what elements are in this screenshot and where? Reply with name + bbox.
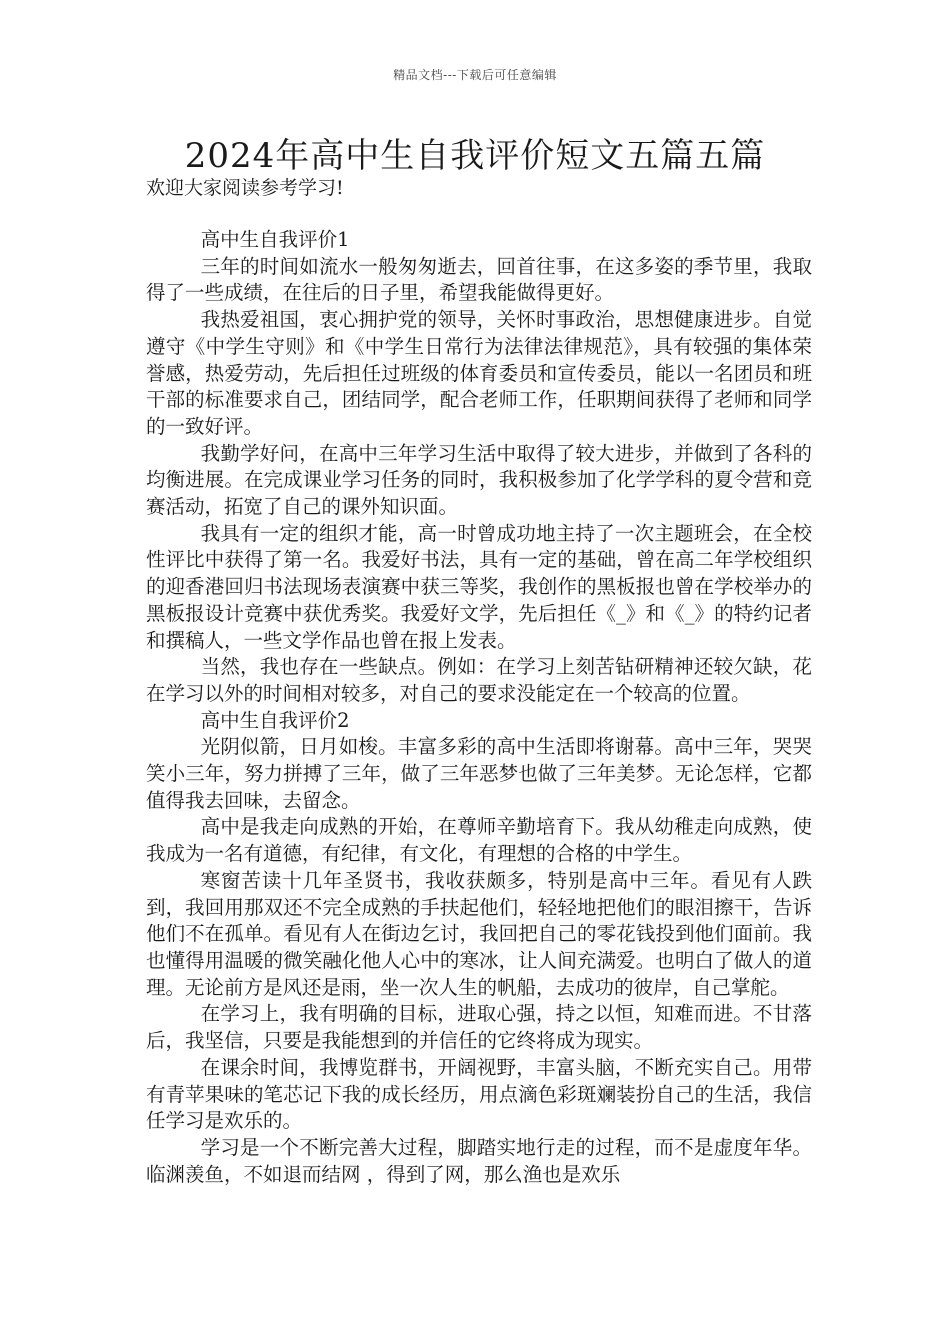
section-heading: 高中生自我评价2	[200, 708, 350, 732]
paragraph: 我具有一定的组织才能，高一时曾成功地主持了一次主题班会，在全校性评比中获得了第一名。我爱好书法，具有一定的基础，曾在高二年学校组织的迎香港回归书法现场表演赛中获三等奖，我创作的黑板报也曾在学校举办的黑板报设计竞赛中获优秀奖。我爱好文学，先后担任《_》和《_》的特约记者和撰稿人，一些文学作品也曾在报上发表。	[146, 521, 812, 652]
paragraph: 当然，我也存在一些缺点。例如：在学习上刻苦钻研精神还较欠缺，花在学习以外的时间相对较多，对自己的要求没能定在一个较高的位置。	[146, 655, 812, 705]
paragraph: 光阴似箭，日月如梭。丰富多彩的高中生活即将谢幕。高中三年，哭哭笑小三年，努力拼搏了三年，做了三年恶梦也做了三年美梦。无论怎样，它都值得我去回味，去留念。	[146, 735, 812, 812]
paragraph: 在学习上，我有明确的目标，进取心强，持之以恒，知难而进。不甘落后，我坚信，只要是我能想到的并信任的它终将成为现实。	[146, 1002, 812, 1053]
intro-line: 欢迎大家阅读参考学习!	[146, 177, 344, 199]
document-body	[146, 227, 812, 1188]
paragraph: 我热爱祖国，衷心拥护党的领导，关怀时事政治，思想健康进步。自觉遵守《中学生守则》和《中学生日常行为法律法律规范》，具有较强的集体荣誉感，热爱劳动，先后担任过班级的体育委员和宣传委员，能以一名团员和班干部的标准要求自己，团结同学，配合老师工作，任职期间获得了老师和同学的一致好评。	[146, 308, 812, 438]
paragraph: 高中是我走向成熟的开始，在尊师辛勤培育下。我从幼稚走向成熟，使我成为一名有道德，有纪律，有文化，有理想的合格的中学生。	[146, 815, 812, 866]
header-note: 精品文档---下载后可任意编辑	[393, 68, 557, 82]
paragraph: 在课余时间，我博览群书，开阔视野，丰富头脑，不断充实自己。用带有青苹果味的笔芯记下我的成长经历，用点滴色彩斑斓装扮自己的生活，我信任学习是欢乐的。	[146, 1055, 812, 1133]
paragraph: 学习是一个不断完善大过程，脚踏实地行走的过程，而不是虚度年华。 临渊羡鱼，不如退而结网 ，得到了网，那么渔也是欢乐	[146, 1135, 812, 1186]
document-title: 2024年高中生自我评价短文五篇五篇	[184, 136, 766, 176]
paragraph: 寒窗苦读十几年圣贤书，我收获颇多，特别是高中三年。看见有人跌到，我回用那双还不完全成熟的手扶起他们，轻轻地把他们的眼泪擦干，告诉他们不在孤单。看见有人在街边乞讨，我回把自己的零花钱投到他们面前。我也懂得用温暖的微笑融化他人心中的寒冰，让人间充满爱。也明白了做人的道理。无论前方是风还是雨，坐一次人生的帆船，去成功的彼岸，自己掌舵。	[146, 868, 812, 999]
section-heading: 高中生自我评价1	[200, 228, 350, 251]
paragraph: 我勤学好问，在高中三年学习生活中取得了较大进步，并做到了各科的均衡进展。在完成课业学习任务的同时，我积极参加了化学学科的夏令营和竞赛活动，拓宽了自己的课外知识面。	[146, 441, 812, 519]
paragraph: 三年的时间如流水一般匆匆逝去，回首往事，在这多姿的季节里，我取得了一些成绩，在往后的日子里，希望我能做得更好。	[146, 254, 812, 305]
